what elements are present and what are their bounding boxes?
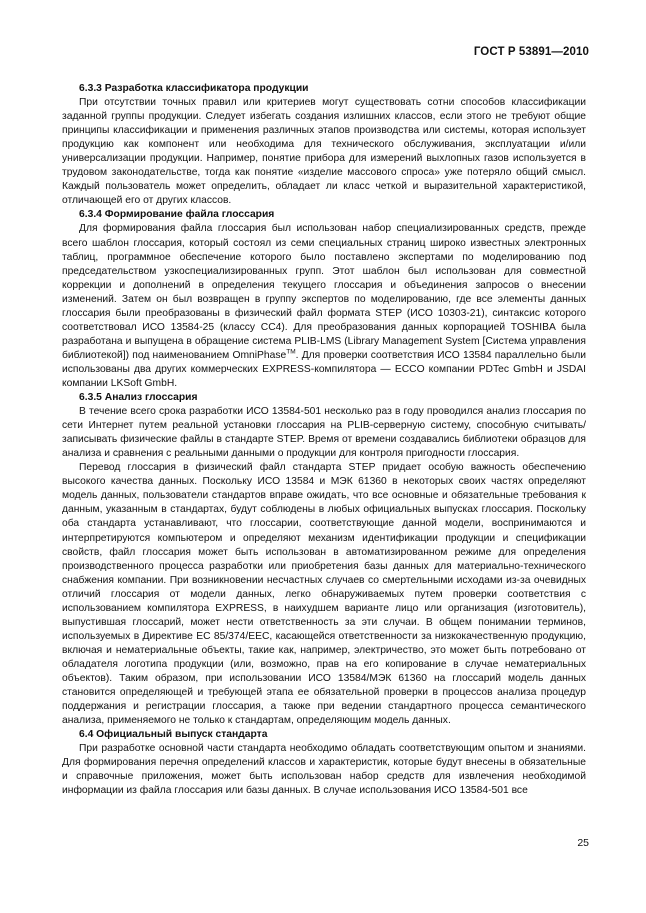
section-heading-6-3-5: 6.3.5 Анализ глоссария: [79, 392, 198, 404]
page-body: [62, 82, 586, 798]
paragraph: В течение всего срока разработки ИСО 13584-501 несколько раз в году проводился анализ глоссария по сети Интернет путем реальной установки глоссария на PLIB-серверную систему, способную считывать/записывать физические файлы в стандарте STEP. Время от времени создавались библиотеки образцов для анализа и сравнения с реальными данными о продукции для контроля пригодности глоссария.: [62, 406, 586, 460]
paragraph-text: . Для проверки соответствия ИСО 13584 параллельно были использованы два других коммерческих EXPRESS-компилятора — ECCO компании PDTec GmbH и JSDAI компании LKSoft GmbH.: [62, 349, 586, 389]
paragraph: При разработке основной части стандарта необходимо обладать соответствующим опытом и знаниями. Для формирования перечня определений классов и характеристик, которые будут внесены в обязательные и справочные приложения, может быть использован набор средств для извлечения необходимой информации из файла глоссария или базы данных. В случае использования ИСО 13584-501 все: [62, 743, 586, 797]
paragraph: [62, 222, 586, 391]
paragraph: При отсутствии точных правил или критериев могут существовать сотни способов классификации заданной группы продукции. Следует избегать создания излишних классов, если этого не требуют общие принципы классификации и применения различных этапов производства или системы, которая использует продукцию как компонент или необходима для технического обслуживания, эксплуатации и/или универсализации продукции. Например, понятие прибора для измерений выхлопных газов используется в трудовом законодательстве, тогда как понятие «изделие массового спроса» уже потеряло общий смысл. Каждый пользователь может определить, обладает ли класс четкой и выразительной характеристикой, отличающей его от других классов.: [62, 97, 586, 207]
paragraph-text: Для формирования файла глоссария был использован набор специализированных средств, прежде всего шаблон глоссария, который состоял из семи специальных страниц широко известных электронных таблиц, программное обеспечение которого было поставлено экспертами по моделированию под председательством узкоспециализированных групп. Этот шаблон был использован для совместной коррекции и дополнений в определения текущего глоссария и объединения запросов о внесении изменений. Затем он был возвращен в группу экспертов по моделированию, где все элементы данных глоссария были преобразованы в физический файл формата STEP (ИСО 10303-21), синтаксис которого соответствовал ИСО 13584-25 (классу CC4). Для преобразования данных корпорацией TOSHIBA была разработана и выпущена в обращение система PLIB-LMS (Library Management System [Система управления библиотекой]) под наименованием OmniPhase: [62, 223, 586, 361]
section-heading-6-4: 6.4 Официальный выпуск стандарта: [79, 729, 268, 741]
page-number: 25: [577, 837, 589, 849]
section-heading-6-3-4: 6.3.4 Формирование файла глоссария: [79, 209, 275, 221]
trademark-mark: TM: [286, 348, 296, 356]
paragraph: Перевод глоссария в физический файл стандарта STEP придает особую важность обеспечению высокого качества данных. Поскольку ИСО 13584 и МЭК 61360 в некоторых своих частях определяют модель данных, пользователи стандартов вправе ожидать, что все основные и обязательные требования к данным, указанным в стандартах, будут соблюдены в любых официальных выпусках глоссария. Поскольку оба стандарта устанавливают, что глоссарии, соответствующие данной модели, воспринимаются и интерпретируются компьютером и определяют механизм идентификации продукции и спецификации свойств, файл глоссария может быть использован в автоматизированном режиме для определения производственного процесса разработки или приобретения базы данных для материально-технического снабжения компании. При возникновении несчастных случаев со смертельными исходами из-за очевидных отличий глоссария от модели данных, легко обнаруживаемых путем проверки соответствия с использованием компилятора EXPRESS, в наихудшем варианте лицо или организация (изготовитель), выпустившая глоссарий, может нести ответственность за эти случаи. В общем понимании терминов, используемых в Директиве EC 85/374/EEC, касающейся ответственности за низкокачественную продукцию, включая и нематериальные объекты, такие как, например, электричество, это может быть потребовано от обладателя логотипа продукции (или, возможно, прав на его копирование в случае нематериальных объектов). Таким образом, при использовании ИСО 13584/МЭК 61360 на глоссарий модель данных становится определяющей и требующей этапа ее обязательной проверки в процессов анализа процедур поддержания и регистрации глоссария, а также при ведении стандартного процесса семантического анализа, применяемого не только к стандартам, определяющим модель данных.: [62, 462, 586, 727]
document-header: ГОСТ Р 53891—2010: [473, 46, 589, 58]
section-heading-6-3-3: 6.3.3 Разработка классификатора продукции: [79, 83, 309, 94]
